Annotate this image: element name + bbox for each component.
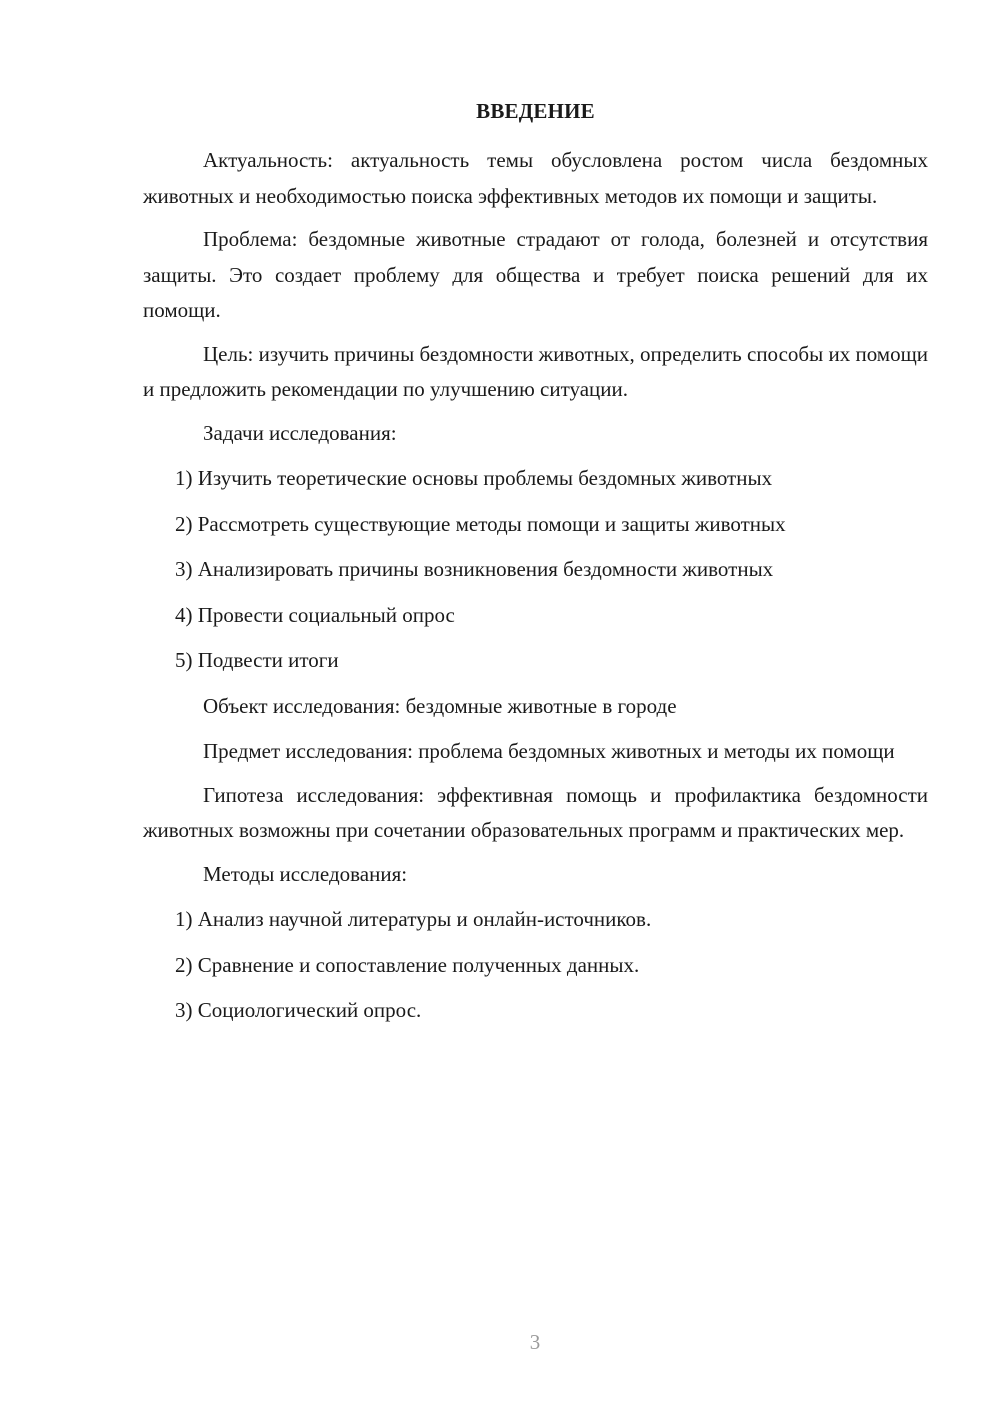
list-item: 1) Изучить теоретические основы проблемы бездомных животных bbox=[175, 466, 773, 490]
list-item: 2) Рассмотреть существующие методы помощи и защиты животных bbox=[175, 511, 786, 536]
document-page bbox=[143, 93, 928, 1039]
subject-paragraph: Предмет исследования: проблема бездомных животных и методы их помощи bbox=[203, 739, 895, 763]
object-paragraph: Объект исследования: бездомные животные в городе bbox=[203, 693, 677, 718]
goal-paragraph: Цель: изучить причины бездомности животных, определить способы их помощи и предложить рекомендации по улучшению ситуации. bbox=[143, 341, 928, 401]
list-item: 3) Социологический опрос. bbox=[175, 998, 422, 1022]
list-item: 1) Анализ научной литературы и онлайн-источников. bbox=[175, 907, 652, 931]
problem-paragraph: Проблема: бездомные животные страдают от голода, болезней и отсутствия защиты. Это создает проблему для общества и требует поиска решений для их помощи. bbox=[143, 227, 928, 322]
hypothesis-paragraph: Гипотеза исследования: эффективная помощь и профилактика бездомности животных возможны при сочетании образовательных программ и практических мер. bbox=[143, 782, 928, 842]
methods-heading: Методы исследования: bbox=[203, 861, 408, 886]
methods-list bbox=[143, 902, 928, 1029]
list-item: 2) Сравнение и сопоставление полученных данных. bbox=[175, 952, 640, 977]
page-title: ВВЕДЕНИЕ bbox=[476, 99, 595, 123]
tasks-list bbox=[143, 461, 928, 679]
list-item: 4) Провести социальный опрос bbox=[175, 602, 455, 627]
list-item: 3) Анализировать причины возникновения бездомности животных bbox=[175, 557, 774, 581]
tasks-heading: Задачи исследования: bbox=[203, 420, 397, 445]
relevance-paragraph: Актуальность: актуальность темы обусловлена ростом числа бездомных животных и необходимостью поиска эффективных методов их помощи и защиты. bbox=[143, 148, 928, 208]
list-item: 5) Подвести итоги bbox=[175, 648, 339, 672]
page-number: 3 bbox=[529, 1330, 541, 1354]
